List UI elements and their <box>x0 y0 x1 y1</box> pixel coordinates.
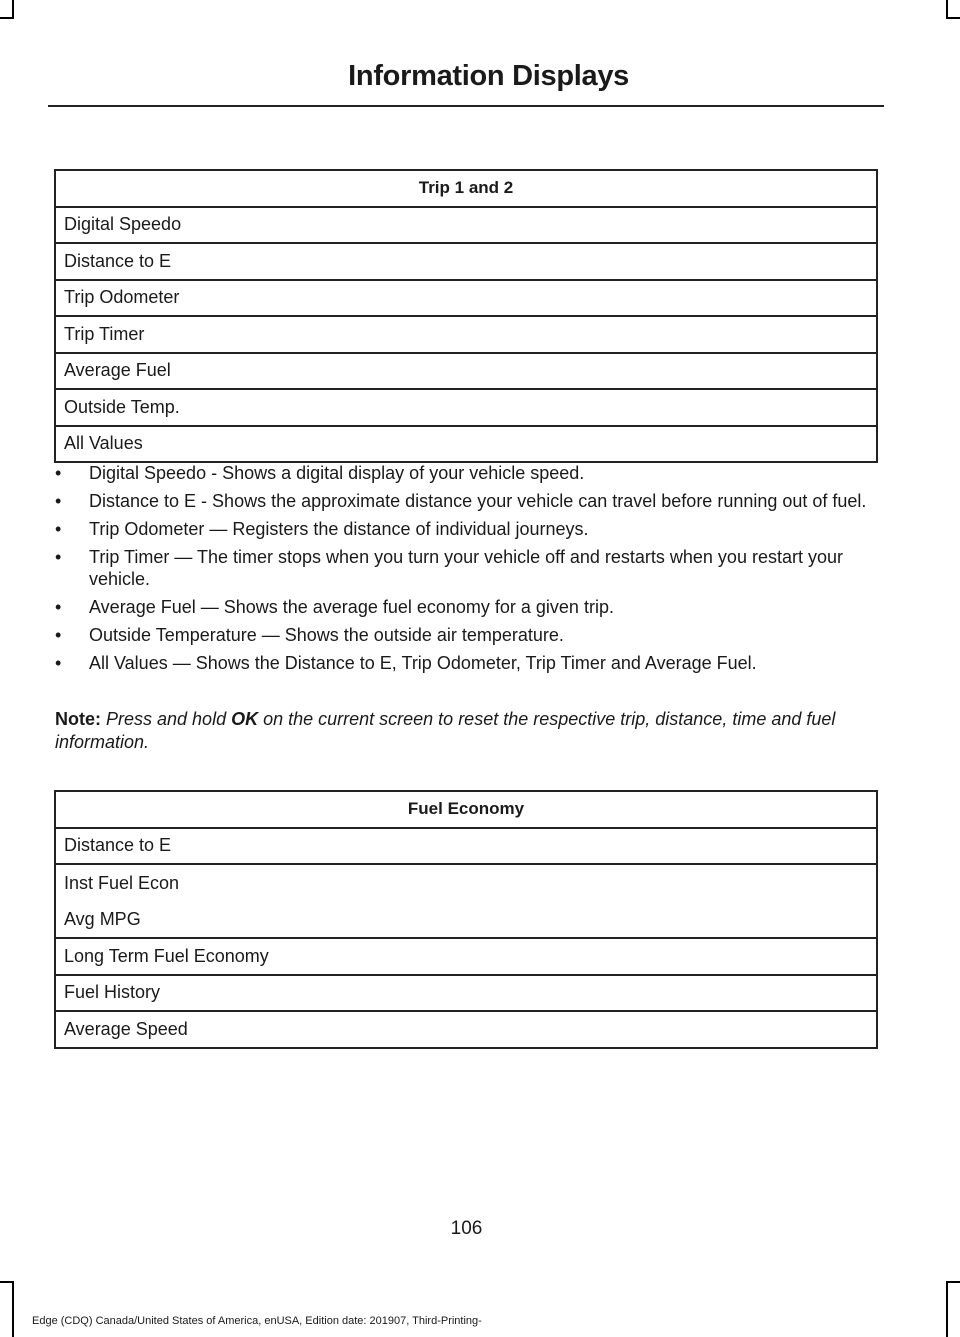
bullet-icon: • <box>55 625 62 645</box>
table-row: Fuel History <box>55 975 877 1012</box>
table-row: Average Speed <box>55 1011 877 1048</box>
bullet-icon: • <box>55 519 62 539</box>
footer-text: Edge (CDQ) Canada/United States of America, enUSA, Edition date: 201907, Third-Printing- <box>32 1315 482 1327</box>
note-text: Press and hold <box>101 709 232 729</box>
table-row: Average Fuel <box>55 353 877 390</box>
table-row <box>55 864 877 938</box>
list-item <box>55 490 885 512</box>
table-row: All Values <box>55 426 877 463</box>
list-item-text: Distance to E - Shows the approximate distance your vehicle can travel before running out of fuel. <box>89 491 867 511</box>
crop-mark <box>0 1281 14 1283</box>
fuel-table-heading: Fuel Economy <box>55 791 877 828</box>
crop-mark <box>946 0 948 18</box>
page-title: Information Displays <box>348 60 629 92</box>
table-row-line: Avg MPG <box>64 909 141 929</box>
table-row-line: Inst Fuel Econ <box>64 873 180 893</box>
list-item-text: Average Fuel — Shows the average fuel economy for a given trip. <box>89 597 614 617</box>
note <box>55 708 875 754</box>
list-item <box>55 596 885 618</box>
crop-mark <box>0 17 14 19</box>
table-row: Distance to E <box>55 243 877 280</box>
crop-mark <box>946 17 960 19</box>
table-row: Outside Temp. <box>55 389 877 426</box>
crop-mark <box>12 0 14 18</box>
list-item-text: Digital Speedo - Shows a digital display of your vehicle speed. <box>89 463 585 483</box>
ok-key: OK <box>231 709 259 729</box>
crop-mark <box>12 1281 14 1337</box>
crop-mark <box>946 1281 960 1283</box>
bullet-icon: • <box>55 463 62 483</box>
trip-table <box>54 169 878 463</box>
list-item-text: Trip Timer — The timer stops when you turn your vehicle off and restarts when you restart your vehicle. <box>89 547 843 589</box>
table-row: Digital Speedo <box>55 207 877 244</box>
fuel-table <box>54 790 878 1049</box>
list-item <box>55 624 885 646</box>
list-item <box>55 462 885 484</box>
note-label: Note: <box>55 709 101 729</box>
table-row: Long Term Fuel Economy <box>55 938 877 975</box>
table-row: Trip Odometer <box>55 280 877 317</box>
list-item <box>55 518 885 540</box>
table-row: Distance to E <box>55 828 877 865</box>
crop-mark <box>946 1281 948 1337</box>
feature-list <box>55 462 885 680</box>
note-text: on the current screen to reset the respective trip, distance, time and fuel information. <box>55 709 836 752</box>
trip-table-heading: Trip 1 and 2 <box>55 170 877 207</box>
list-item <box>55 546 885 590</box>
bullet-icon: • <box>55 653 62 673</box>
bullet-icon: • <box>55 547 62 567</box>
header-divider <box>48 105 884 107</box>
list-item-text: Outside Temperature — Shows the outside air temperature. <box>89 625 564 645</box>
list-item <box>55 652 885 674</box>
page-number: 106 <box>450 1218 483 1239</box>
bullet-icon: • <box>55 491 62 511</box>
list-item-text: All Values — Shows the Distance to E, Trip Odometer, Trip Timer and Average Fuel. <box>89 653 757 673</box>
table-row: Trip Timer <box>55 316 877 353</box>
list-item-text: Trip Odometer — Registers the distance of individual journeys. <box>89 519 589 539</box>
bullet-icon: • <box>55 597 62 617</box>
